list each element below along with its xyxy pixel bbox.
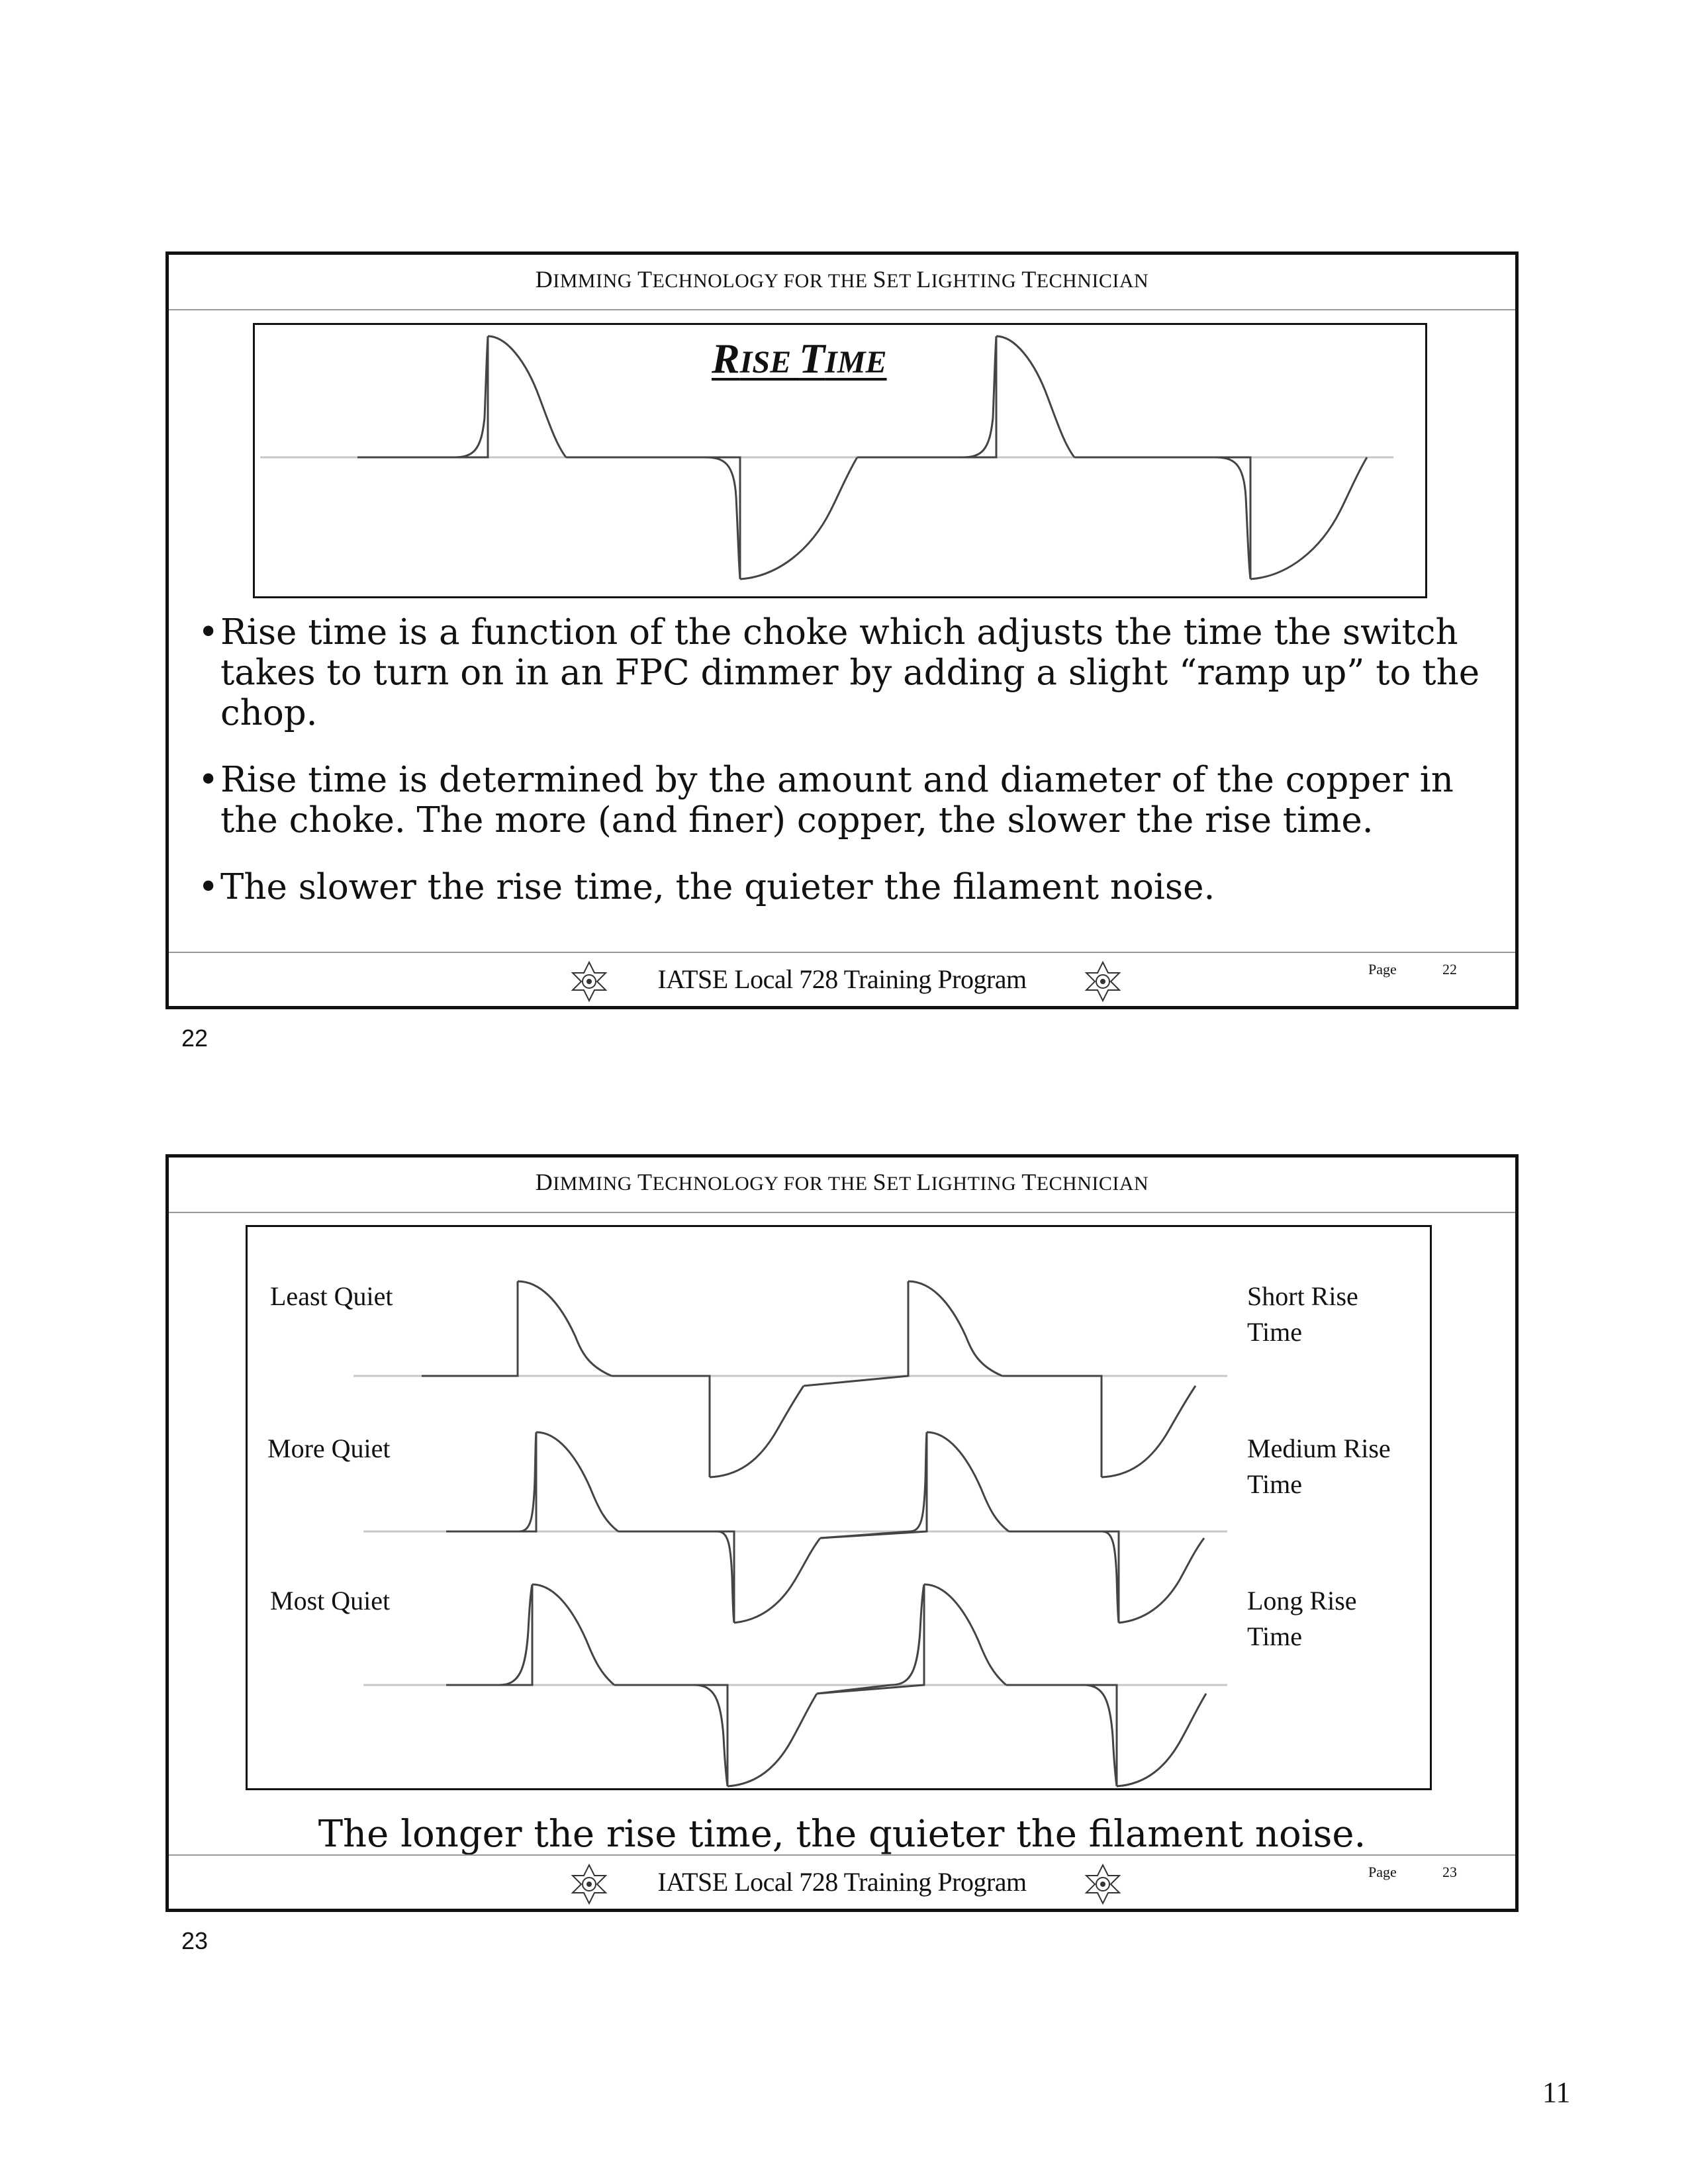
label-least-quiet: Least Quiet: [270, 1281, 393, 1311]
bullet-item: • The slower the rise time, the quieter the filament noise.: [198, 867, 1495, 907]
bullet-item: • Rise time is a function of the choke which adjusts the time the switch takes to turn on in an FPC dimmer by adding a slight “ramp up” to the chop.: [198, 612, 1495, 733]
slide-header: DIMMING TECHNOLOGY FOR THE SET LIGHTING TECHNICIAN: [169, 1158, 1515, 1213]
footer-page-number: 22: [1442, 961, 1457, 978]
page-number: 11: [1542, 2076, 1571, 2109]
iatse-seal-icon: [1081, 960, 1125, 1003]
slide-header: DIMMING TECHNOLOGY FOR THE SET LIGHTING TECHNICIAN: [169, 255, 1515, 310]
footer-page-number: 23: [1442, 1864, 1457, 1880]
footer-program-name: IATSE Local 728 Training Program: [657, 964, 1027, 994]
slide-22: [165, 251, 1519, 1009]
label-short-rise-time: Short Rise Time: [1247, 1281, 1358, 1347]
slide-23: [165, 1154, 1519, 1912]
rise-time-diagram: [253, 323, 1427, 598]
rise-time-comparison-diagram: [246, 1225, 1432, 1790]
label-more-quiet: More Quiet: [267, 1433, 391, 1463]
label-most-quiet: Most Quiet: [270, 1586, 391, 1615]
footer-page-label: Page: [1368, 961, 1397, 978]
slide-number: 23: [181, 1927, 209, 1954]
slide-caption: The longer the rise time, the quieter the filament noise.: [318, 1813, 1366, 1856]
slide-number: 22: [181, 1024, 209, 1052]
bullet-item: • Rise time is determined by the amount and diameter of the copper in the choke. The more (and finer) copper, the slower the rise time.: [198, 760, 1495, 841]
label-medium-rise-time: Medium Rise Time: [1247, 1433, 1391, 1499]
slide-title: RISE TIME: [712, 335, 887, 382]
footer-program-name: IATSE Local 728 Training Program: [657, 1867, 1027, 1897]
slide-footer: [169, 952, 1515, 1006]
slide-footer: [169, 1854, 1515, 1909]
bullet-list: [198, 612, 1495, 934]
iatse-seal-icon: [1081, 1862, 1125, 1906]
label-long-rise-time: Long Rise Time: [1247, 1586, 1357, 1651]
footer-page-label: Page: [1368, 1864, 1397, 1880]
